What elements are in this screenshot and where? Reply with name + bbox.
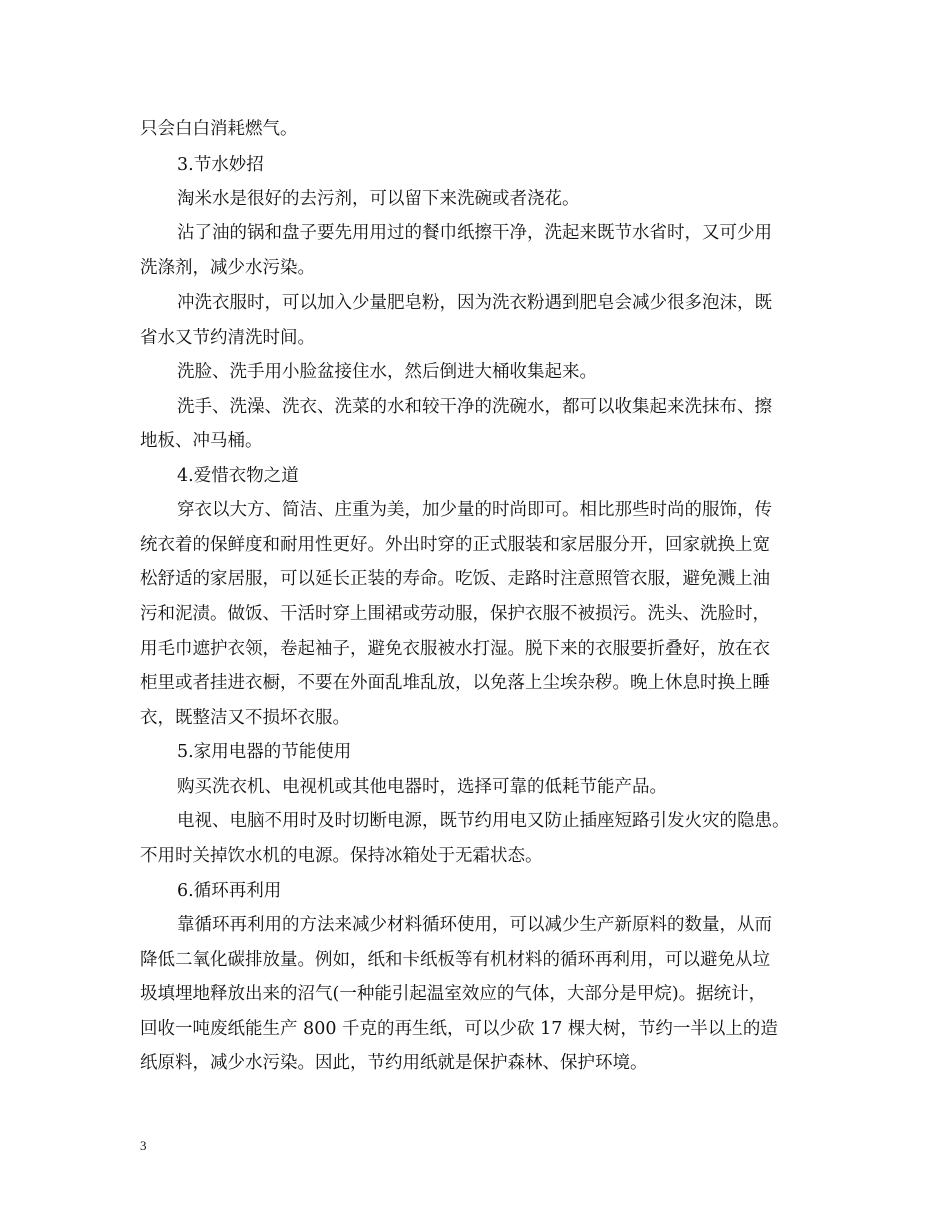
section-heading: 6.循环再利用 xyxy=(177,881,282,901)
text-line: 地板、冲马桶。 xyxy=(140,431,263,451)
text-line: 省水又节约清洗时间。 xyxy=(140,328,315,348)
text-line: 衣，既整洁又不损坏衣服。 xyxy=(140,708,350,728)
text-line: 柜里或者挂进衣橱，不要在外面乱堆乱放，以免落上尘埃杂秽。晚上休息时换上睡 xyxy=(140,673,770,693)
text-line: 纸原料，减少水污染。因此，节约用纸就是保护森林、保护环境。 xyxy=(140,1053,648,1073)
text-line: 统衣着的保鲜度和耐用性更好。外出时穿的正式服装和家居服分开，回家就换上宽 xyxy=(140,535,770,555)
text-line: 只会白白消耗燃气。 xyxy=(140,119,298,139)
text-line: 污和泥渍。做饭、干活时穿上围裙或劳动服，保护衣服不被损污。洗头、洗脸时， xyxy=(140,604,770,624)
text-line: 松舒适的家居服，可以延长正装的寿命。吃饭、走路时注意照管衣服，避免溅上油 xyxy=(140,569,770,589)
text-line: 冲洗衣服时，可以加入少量肥皂粉，因为洗衣粉遇到肥皂会减少很多泡沫，既 xyxy=(177,293,772,313)
text-line: 沾了油的锅和盘子要先用用过的餐巾纸擦干净，洗起来既节水省时，又可少用 xyxy=(177,223,772,243)
text-line: 电视、电脑不用时及时切断电源，既节约用电又防止插座短路引发火灾的隐患。 xyxy=(177,811,790,831)
text-line: 降低二氧化碳排放量。例如，纸和卡纸板等有机材料的循环再利用，可以避免从垃 xyxy=(140,950,770,970)
text-line: 购买洗衣机、电视机或其他电器时，选择可靠的低耗节能产品。 xyxy=(177,777,667,797)
text-line: 回收一吨废纸能生产 800 千克的再生纸，可以少砍 17 棵大树，节约一半以上的造 xyxy=(140,1019,778,1039)
text-line: 用毛巾遮护衣领，卷起袖子，避免衣服被水打湿。脱下来的衣服要折叠好，放在衣 xyxy=(140,639,770,659)
text-line: 洗手、洗澡、洗衣、洗菜的水和较干净的洗碗水，都可以收集起来洗抹布、擦 xyxy=(177,397,772,417)
section-heading: 3.节水妙招 xyxy=(177,155,264,175)
text-line: 淘米水是很好的去污剂，可以留下来洗碗或者浇花。 xyxy=(177,189,580,209)
text-line: 穿衣以大方、简洁、庄重为美，加少量的时尚即可。相比那些时尚的服饰，传 xyxy=(177,500,772,520)
text-line: 洗涤剂，减少水污染。 xyxy=(140,258,315,278)
text-line: 靠循环再利用的方法来减少材料循环使用，可以减少生产新原料的数量，从而 xyxy=(177,915,772,935)
section-heading: 4.爱惜衣物之道 xyxy=(177,466,299,486)
text-line: 不用时关掉饮水机的电源。保持冰箱处于无霜状态。 xyxy=(140,846,543,866)
text-line: 圾填埋地释放出来的沼气(一种能引起温室效应的气体，大部分是甲烷)。据统计， xyxy=(140,984,767,1004)
text-line: 洗脸、洗手用小脸盆接住水，然后倒进大桶收集起来。 xyxy=(177,362,597,382)
page-number: 3 xyxy=(140,1138,147,1153)
section-heading: 5.家用电器的节能使用 xyxy=(177,742,352,762)
